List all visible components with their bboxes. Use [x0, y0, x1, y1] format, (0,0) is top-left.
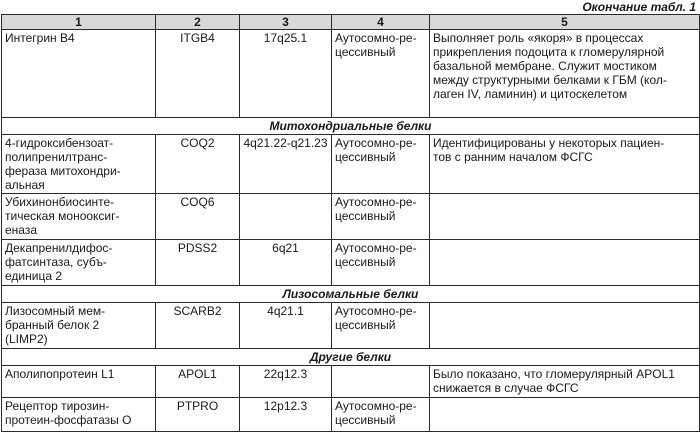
table-row	[2, 303, 700, 349]
inheritance-type: Аутосомно-ре- цессивный	[332, 240, 430, 286]
gene-symbol: SCARB2	[156, 303, 240, 349]
description: Было показано, что гломерулярный APOL1 снижается в случае ФСГС	[430, 366, 700, 398]
chromosome-locus: 4q21.22-q21.23	[240, 135, 332, 194]
description	[430, 194, 700, 240]
inheritance-type: Аутосомно-ре- цессивный	[332, 30, 430, 118]
protein-name: Рецептор тирозин- протеин-фосфатазы О	[2, 398, 156, 432]
inheritance-type: Аутосомно-ре- цессивный	[332, 194, 430, 240]
protein-name: Аполипопротеин L1	[2, 366, 156, 398]
chromosome-locus: 12p12.3	[240, 398, 332, 432]
chromosome-locus: 17q25.1	[240, 30, 332, 118]
description: Выполняет роль «якоря» в процессах прикрепления подоцита к гломерулярной базальной мембране. Служит мостиком между структурными белками к ГБМ (кол- лаген IV, ламинин) и цитоскелетом	[430, 30, 700, 118]
inheritance-type: Аутосомно-ре- цессивный	[332, 303, 430, 349]
description	[430, 240, 700, 286]
table-caption: Окончание табл. 1	[582, 0, 696, 14]
column-header-2: 2	[156, 15, 240, 30]
column-header-1: 1	[2, 15, 156, 30]
description	[430, 398, 700, 432]
protein-name: Лизосомный мем- бранный белок 2 (LIMP2)	[2, 303, 156, 349]
protein-name: 4-гидроксибензоат- полипренилтранс- фераза митохондри- альная	[2, 135, 156, 194]
section-title: Другие белки	[2, 349, 700, 366]
table-row	[2, 398, 700, 432]
protein-name: Декапренилдифос- фатсинтаза, субъ- единица 2	[2, 240, 156, 286]
gene-symbol: ITGB4	[156, 30, 240, 118]
gene-symbol: PDSS2	[156, 240, 240, 286]
gene-symbol: APOL1	[156, 366, 240, 398]
table-row	[2, 30, 700, 118]
inheritance-type: Аутосомно-ре- цессивный	[332, 135, 430, 194]
section-row	[2, 286, 700, 303]
column-header-5: 5	[430, 15, 700, 30]
column-header-4: 4	[332, 15, 430, 30]
section-row	[2, 118, 700, 135]
section-row	[2, 349, 700, 366]
protein-name: Интегрин В4	[2, 30, 156, 118]
gene-symbol: COQ6	[156, 194, 240, 240]
description: Идентифицированы у некоторых пациен- тов с ранним началом ФСГС	[430, 135, 700, 194]
chromosome-locus	[240, 194, 332, 240]
gene-symbol: PTPRO	[156, 398, 240, 432]
table-row	[2, 366, 700, 398]
gene-symbol: COQ2	[156, 135, 240, 194]
chromosome-locus: 22q12.3	[240, 366, 332, 398]
description	[430, 303, 700, 349]
header-row	[2, 15, 700, 30]
genes-table	[1, 14, 700, 432]
protein-name: Убихинонбиосинте- тическая монооксиг- еназа	[2, 194, 156, 240]
inheritance-type	[332, 366, 430, 398]
inheritance-type: Аутосомно-ре- цессивный	[332, 398, 430, 432]
section-title: Митохондриальные белки	[2, 118, 700, 135]
table-row	[2, 135, 700, 194]
chromosome-locus: 6q21	[240, 240, 332, 286]
chromosome-locus: 4q21.1	[240, 303, 332, 349]
table-row	[2, 240, 700, 286]
table-row	[2, 194, 700, 240]
section-title: Лизосомальные белки	[2, 286, 700, 303]
column-header-3: 3	[240, 15, 332, 30]
